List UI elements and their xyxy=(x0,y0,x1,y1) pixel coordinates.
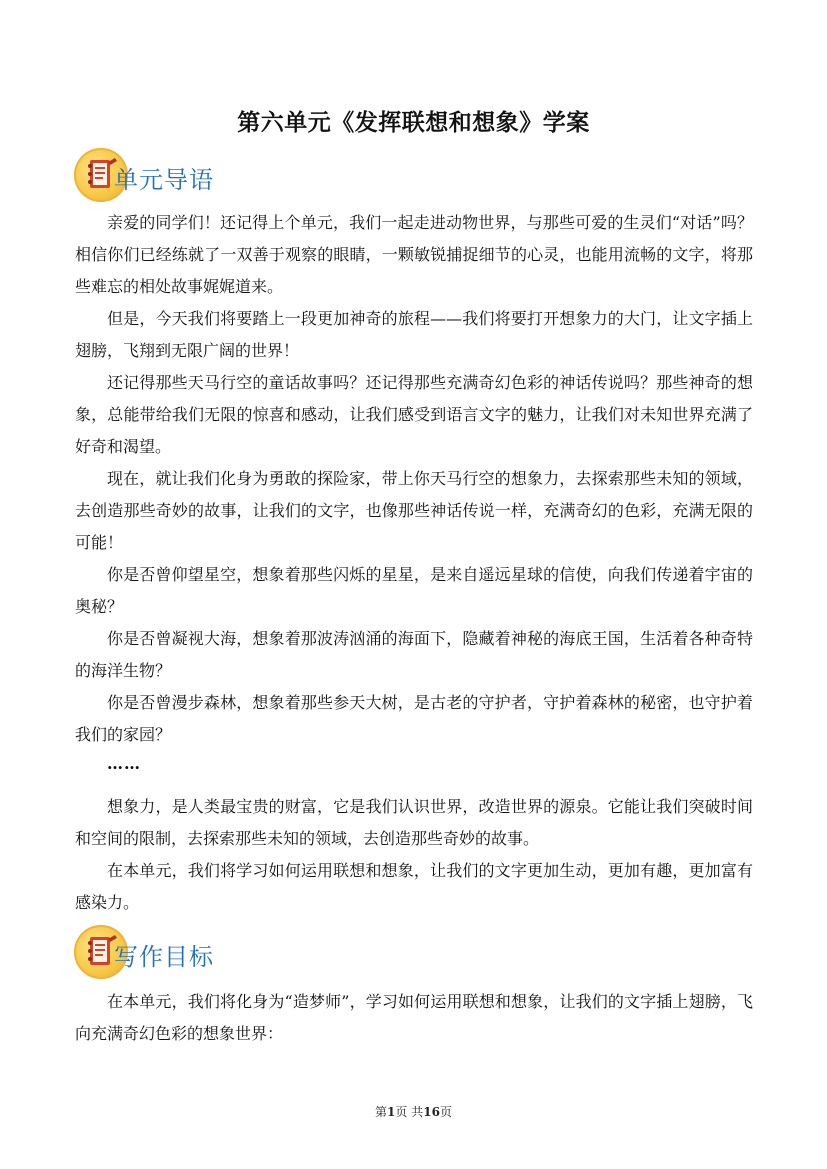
current-page-number: 1 xyxy=(387,1105,396,1119)
ellipsis: …… xyxy=(107,754,141,773)
paragraph: 现在，就让我们化身为勇敢的探险家，带上你天马行空的想象力，去探索那些未知的领域，去创造那些奇妙的故事，让我们的文字，也像那些神话传说一样，充满奇幻的色彩，充满无限的可能！ xyxy=(75,469,753,552)
section-heading-label: 单元导语 xyxy=(114,166,214,194)
paragraph: 你是否曾凝视大海，想象着那波涛汹涌的海面下，隐藏着神秘的海底王国，生活着各种奇特的海洋生物？ xyxy=(75,629,753,680)
footer-suffix: 页 xyxy=(439,1105,452,1119)
footer-prefix: 第 xyxy=(375,1105,388,1119)
footer-middle: 页 共 xyxy=(395,1105,424,1119)
section-heading-unit-intro xyxy=(74,148,374,208)
paragraph: 在本单元，我们将化身为“造梦师”，学习如何运用联想和想象，让我们的文字插上翅膀，飞向充满奇幻色彩的想象世界： xyxy=(75,992,753,1043)
page-footer xyxy=(0,1103,827,1120)
paragraph: 你是否曾漫步森林，想象着那些参天大树，是古老的守护者，守护着森林的秘密，也守护着我们的家园？ xyxy=(75,693,753,744)
paragraph: 亲爱的同学们！还记得上个单元，我们一起走进动物世界，与那些可爱的生灵们“对话”吗？相信你们已经练就了一双善于观察的眼睛，一颗敏锐捕捉细节的心灵，也能用流畅的文字，将那些难忘的相处故事娓娓道来。 xyxy=(75,213,753,296)
section-heading-writing-goals xyxy=(74,925,374,985)
paragraph: 还记得那些天马行空的童话故事吗？还记得那些充满奇幻色彩的神话传说吗？那些神奇的想象，总能带给我们无限的惊喜和感动，让我们感受到语言文字的魅力，让我们对未知世界充满了好奇和渴望。 xyxy=(75,373,753,456)
paragraph: 但是，今天我们将要踏上一段更加神奇的旅程——我们将要打开想象力的大门，让文字插上翅膀，飞翔到无限广阔的世界！ xyxy=(75,309,753,360)
total-pages-number: 16 xyxy=(423,1105,440,1119)
paragraph: 你是否曾仰望星空，想象着那些闪烁的星星，是来自遥远星球的信使，向我们传递着宇宙的奥秘？ xyxy=(75,565,753,616)
document-title: 第六单元《发挥联想和想象》学案 xyxy=(237,110,590,136)
paragraph: 想象力，是人类最宝贵的财富，它是我们认识世界，改造世界的源泉。它能让我们突破时间和空间的限制，去探索那些未知的领域，去创造那些奇妙的故事。 xyxy=(75,797,753,848)
section-heading-label: 写作目标 xyxy=(114,943,214,971)
paragraph: 在本单元，我们将学习如何运用联想和想象，让我们的文字更加生动，更加有趣，更加富有感染力。 xyxy=(75,861,753,912)
